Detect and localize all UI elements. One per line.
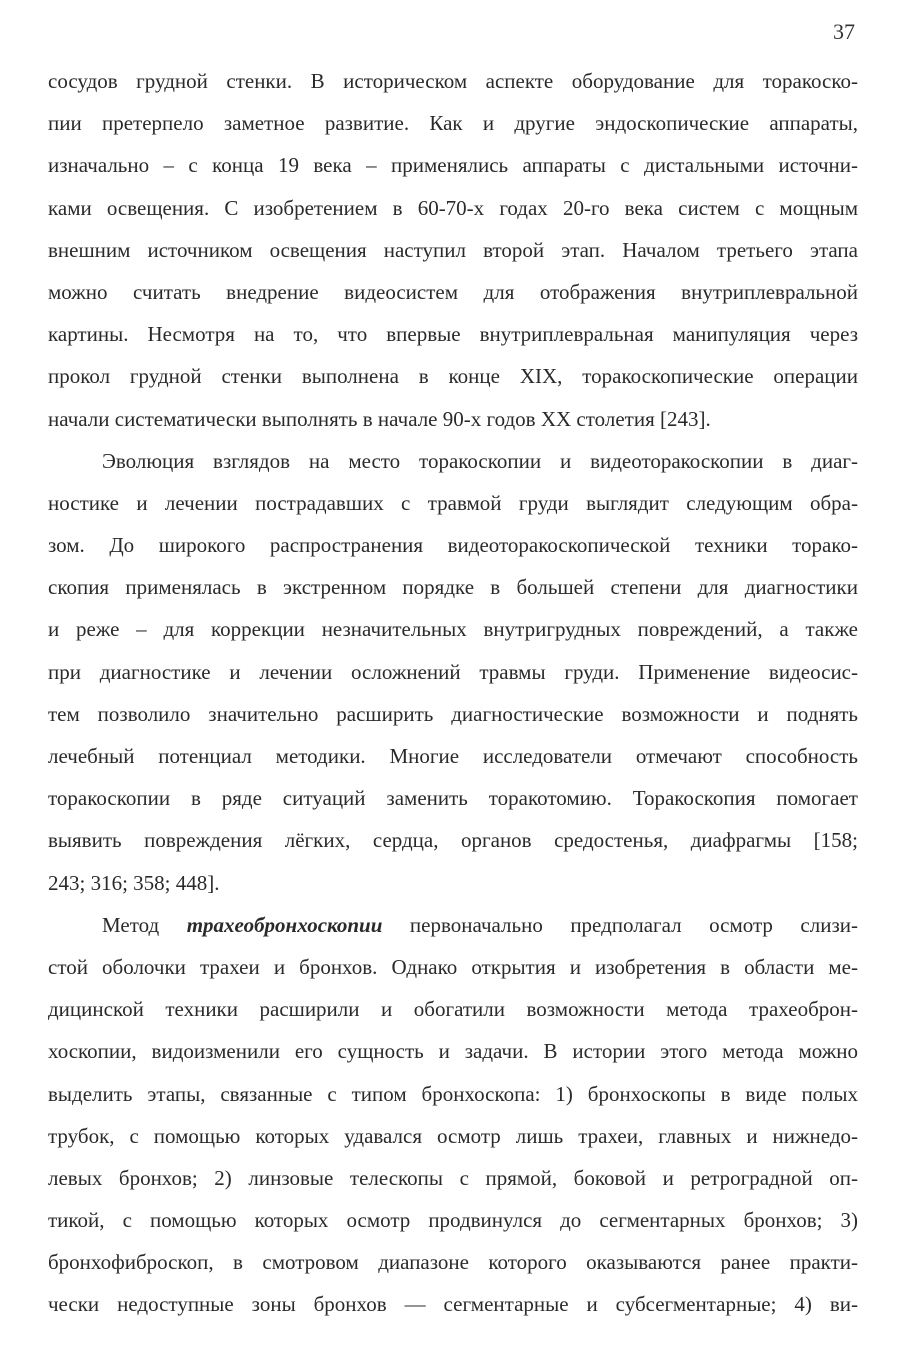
- text-line: дицинской техники расширили и обогатили возможности метода трахеоброн-: [48, 997, 858, 1022]
- text-line: трубок, с помощью которых удавался осмотр лишь трахеи, главных и нижнедо-: [48, 1123, 858, 1148]
- paragraph-2: [48, 440, 858, 904]
- text-line: при диагностике и лечении осложнений травмы груди. Применение видеосис-: [48, 659, 858, 684]
- text-line: можно считать внедрение видеосистем для отображения внутриплевральной: [48, 279, 858, 304]
- text-fragment: первоначально предполагал осмотр слизи-: [382, 912, 858, 937]
- text-line: начали систематически выполнять в начале 90-х годов XX столетия [243].: [48, 406, 711, 431]
- text-line: сосудов грудной стенки. В историческом аспекте оборудование для торакоско-: [48, 69, 858, 93]
- text-line: левых бронхов; 2) линзовые телескопы с прямой, боковой и ретроградной оп-: [48, 1165, 858, 1190]
- emphasized-term: трахеобронхоскопии: [186, 912, 383, 937]
- text-line: внешним источником освещения наступил второй этап. Началом третьего этапа: [48, 237, 858, 262]
- text-line: стой оболочки трахеи и бронхов. Однако открытия и изобретения в области ме-: [48, 954, 858, 979]
- text-line: чески недоступные зоны бронхов — сегментарные и субсегментарные; 4) ви-: [48, 1292, 858, 1317]
- text-line: хоскопии, видоизменили его сущность и задачи. В истории этого метода можно: [48, 1039, 858, 1064]
- text-line: бронхофиброскоп, в смотровом диапазоне которого оказываются ранее практи-: [48, 1250, 858, 1275]
- paragraph-3: [48, 904, 858, 1326]
- text-line: ностике и лечении пострадавших с травмой груди выглядит следующим обра-: [48, 490, 858, 515]
- paragraph-1: [48, 60, 858, 440]
- page-number: 37: [833, 19, 855, 44]
- text-line: 243; 316; 358; 448].: [48, 870, 220, 895]
- text-fragment: Метод: [102, 912, 187, 937]
- text-line: [48, 904, 858, 946]
- text-line: тикой, с помощью которых осмотр продвинулся до сегментарных бронхов; 3): [48, 1208, 858, 1233]
- text-line: тем позволило значительно расширить диагностические возможности и поднять: [48, 701, 858, 726]
- text-line: картины. Несмотря на то, что впервые внутриплевральная манипуляция через: [48, 322, 858, 347]
- text-line: лечебный потенциал методики. Многие исследователи отмечают способность: [48, 744, 858, 768]
- text-line: выделить этапы, связанные с типом бронхоскопа: 1) бронхоскопы в виде полых: [48, 1081, 858, 1106]
- text-line: зом. До широкого распространения видеоторакоскопической техники торако-: [48, 533, 858, 558]
- text-line: Эволюция взглядов на место торакоскопии и видеоторакоскопии в диаг-: [102, 448, 858, 473]
- text-line: изначально – с конца 19 века – применялись аппараты с дистальными источни-: [48, 153, 858, 178]
- text-line: скопия применялась в экстренном порядке в большей степени для диагностики: [48, 575, 858, 600]
- text-line: ками освещения. С изобретением в 60-70-х годах 20-го века систем с мощным: [48, 195, 858, 220]
- text-line: прокол грудной стенки выполнена в конце XIX, торакоскопические операции: [48, 364, 858, 389]
- text-line: и реже – для коррекции незначительных внутригрудных повреждений, а также: [48, 617, 858, 642]
- text-line: торакоскопии в ряде ситуаций заменить торакотомию. Торакоскопия помогает: [48, 786, 858, 811]
- body-text: [48, 60, 858, 1326]
- text-line: пии претерпело заметное развитие. Как и другие эндоскопические аппараты,: [48, 111, 858, 136]
- text-line: выявить повреждения лёгких, сердца, органов средостенья, диафрагмы [158;: [48, 828, 858, 853]
